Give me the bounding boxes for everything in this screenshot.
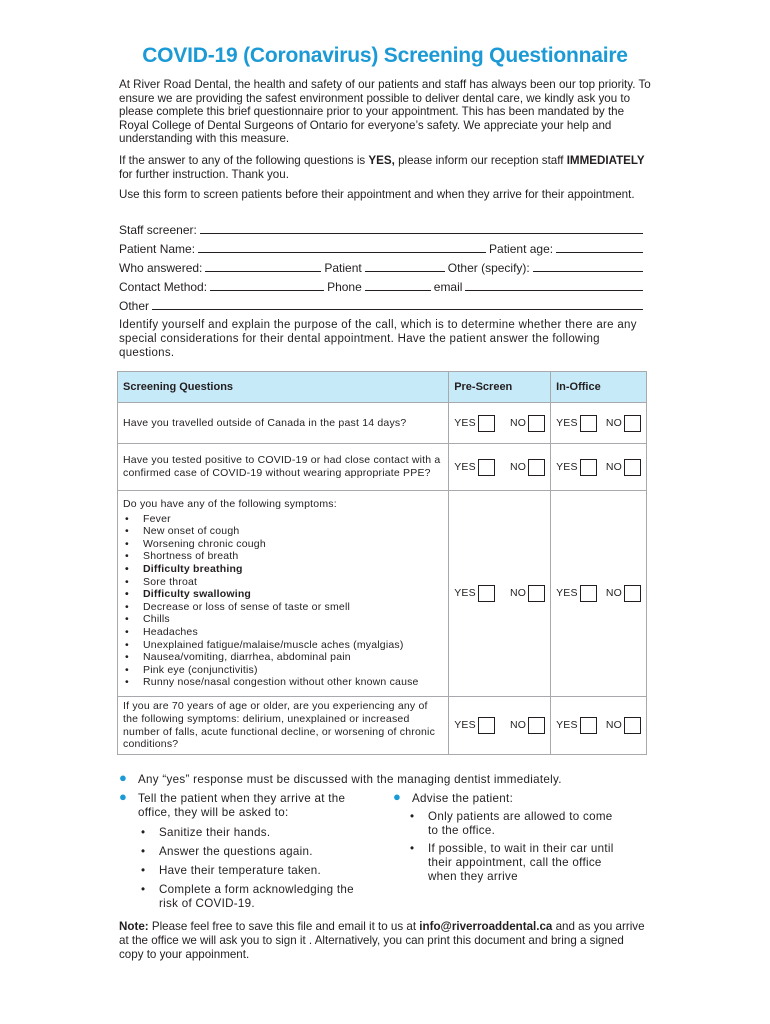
in-office-cell xyxy=(551,444,647,491)
staff-screener-field[interactable] xyxy=(200,222,643,234)
advise-item-text: Only patients are allowed to come to the office. xyxy=(428,810,613,837)
intro-paragraph: At River Road Dental, the health and safety of our patients and staff has always been our top priority. To ensure we are providing the safest environment possible to deliver dental care, we kindly ask you to please complete this brief questionnaire prior to your appointment. This has been mandated by the Royal College of Dental Surgeons of Ontario for everyone’s safety. We appreciate your help and understanding with this measure. xyxy=(119,78,651,146)
patient-name-row xyxy=(119,241,646,256)
patient-age-label: Patient age: xyxy=(489,242,554,256)
list-item: • Difficulty breathing xyxy=(123,563,443,576)
no-label: NO xyxy=(605,719,622,732)
use-form-paragraph: Use this form to screen patients before their appointment and when they arrive for their appointment. xyxy=(119,188,635,201)
patient-option-field[interactable] xyxy=(365,260,445,272)
any-yes-bullet xyxy=(119,770,658,787)
yes-label: YES xyxy=(454,460,476,473)
staff-screener-label: Staff screener: xyxy=(119,223,197,237)
symptoms-list xyxy=(123,513,443,689)
note-text-end: and as you arrive at the office we will ask you to sign it . Alternatively, you can print this document and bring a signed copy to your appoinment. xyxy=(119,920,645,961)
other-specify-label: Other (specify): xyxy=(447,261,530,275)
list-item: • New onset of cough xyxy=(123,525,443,538)
bullet-icon: ● xyxy=(119,770,128,785)
no-checkbox[interactable] xyxy=(528,415,545,432)
contact-method-label: Contact Method: xyxy=(119,280,208,294)
header-pre-screen: Pre-Screen xyxy=(449,372,551,403)
no-label: NO xyxy=(509,719,527,732)
yes-instruction-paragraph xyxy=(119,154,653,181)
no-checkbox[interactable] xyxy=(528,717,545,734)
no-label: NO xyxy=(509,460,527,473)
list-item: • Chills xyxy=(123,613,443,626)
asked-to-text: Complete a form acknowledging the risk of COVID-19. xyxy=(159,883,354,910)
table-header-row xyxy=(118,372,647,403)
in-office-cell xyxy=(551,697,647,755)
list-item: • Runny nose/nasal congestion without other known cause xyxy=(123,676,443,689)
email-link[interactable]: info@riverroaddental.ca xyxy=(419,920,553,933)
no-label: NO xyxy=(605,460,622,473)
patient-age-field[interactable] xyxy=(556,241,643,253)
note-text: Please feel free to save this file and email it to us at xyxy=(148,920,420,933)
list-item: • Pink eye (conjunctivitis) xyxy=(123,664,443,677)
yes-checkbox[interactable] xyxy=(580,585,597,602)
note-paragraph xyxy=(119,920,649,962)
advise-bullet xyxy=(393,789,642,806)
list-item: • Headaches xyxy=(123,626,443,639)
list-item: • Sore throat xyxy=(123,576,443,589)
pre-screen-cell xyxy=(449,403,551,444)
list-item: • Nausea/vomiting, diarrhea, abdominal pain xyxy=(123,651,443,664)
phone-label: Phone xyxy=(327,280,362,294)
table-row xyxy=(118,403,647,444)
bullet-icon: • xyxy=(141,883,146,896)
no-checkbox[interactable] xyxy=(624,459,641,476)
table-row xyxy=(118,444,647,491)
identify-paragraph: Identify yourself and explain the purpose of the call, which is to determine whether there are any special considerations for their dental appointment. Have the patient answer the following questions. xyxy=(119,319,637,359)
staff-screener-row xyxy=(119,222,646,237)
list-item xyxy=(141,845,359,859)
yes-note-text-end: for further instruction. Thank you. xyxy=(119,167,289,181)
no-checkbox[interactable] xyxy=(624,585,641,602)
yes-checkbox[interactable] xyxy=(580,459,597,476)
other-specify-field[interactable] xyxy=(533,260,643,272)
symptoms-intro: Do you have any of the following symptoms: xyxy=(123,498,337,511)
yes-checkbox[interactable] xyxy=(580,415,597,432)
table-row xyxy=(118,491,647,697)
bullet-icon: • xyxy=(410,810,415,823)
pre-screen-cell xyxy=(449,491,551,697)
question-age-70: If you are 70 years of age or older, are you experiencing any of the following symptoms: delirium, unexplained or increased number of falls, acute functional decline, or worsening of chronic conditions? xyxy=(118,697,449,755)
list-item: • Fever xyxy=(123,513,443,526)
other-row xyxy=(119,298,646,313)
no-checkbox[interactable] xyxy=(528,459,545,476)
yes-label: YES xyxy=(454,416,476,429)
table-row xyxy=(118,697,647,755)
list-item xyxy=(141,883,359,911)
asked-to-text: Sanitize their hands. xyxy=(159,826,271,839)
yes-checkbox[interactable] xyxy=(478,717,495,734)
pre-screen-cell xyxy=(449,697,551,755)
patient-name-field[interactable] xyxy=(198,241,486,253)
list-item: • Difficulty swallowing xyxy=(123,588,443,601)
other-label: Other xyxy=(119,299,150,313)
any-yes-text: Any “yes” response must be discussed with the managing dentist immediately. xyxy=(138,773,562,786)
no-checkbox[interactable] xyxy=(624,717,641,734)
yes-label: YES xyxy=(556,587,578,600)
yes-label: YES xyxy=(556,719,578,732)
list-item xyxy=(410,810,618,838)
who-answered-field[interactable] xyxy=(205,260,321,272)
list-item: • Decrease or loss of sense of taste or smell xyxy=(123,601,443,614)
yes-label: YES xyxy=(556,416,578,429)
yes-note-text-middle: please inform our reception staff xyxy=(394,154,567,167)
no-label: NO xyxy=(509,587,527,600)
question-tested-positive: Have you tested positive to COVID-19 or had close contact with a confirmed case of COVID-19 without wearing appropriate PPE? xyxy=(118,444,449,491)
no-label: NO xyxy=(605,416,622,429)
who-answered-label: Who answered: xyxy=(119,261,203,275)
bullet-icon: • xyxy=(141,826,146,839)
yes-emphasis: YES, xyxy=(368,154,395,167)
list-item: • Worsening chronic cough xyxy=(123,538,443,551)
page-title: COVID-19 (Coronavirus) Screening Questionnaire xyxy=(142,44,628,67)
immediately-emphasis: IMMEDIATELY xyxy=(566,154,645,167)
advise-text: Advise the patient: xyxy=(412,792,514,805)
bullet-icon: • xyxy=(141,845,146,858)
question-symptoms xyxy=(118,491,449,697)
question-travel: Have you travelled outside of Canada in the past 14 days? xyxy=(118,403,449,444)
in-office-cell xyxy=(551,491,647,697)
contact-method-row xyxy=(119,279,646,294)
tell-patient-bullet xyxy=(119,789,363,820)
no-label: NO xyxy=(605,587,622,600)
list-item: • Shortness of breath xyxy=(123,550,443,563)
email-field[interactable] xyxy=(465,279,643,291)
header-in-office: In-Office xyxy=(551,372,647,403)
patient-option-label: Patient xyxy=(324,261,362,275)
no-label: NO xyxy=(509,416,527,429)
list-item xyxy=(141,864,359,878)
list-item: • Unexplained fatigue/malaise/muscle aches (myalgias) xyxy=(123,639,443,652)
asked-to-text: Answer the questions again. xyxy=(159,845,313,858)
advise-item-text: If possible, to wait in their car until their appointment, call the office when they arrive xyxy=(428,842,614,883)
yes-label: YES xyxy=(454,587,476,600)
bullet-icon: ● xyxy=(393,789,402,804)
yes-label: YES xyxy=(454,719,476,732)
asked-to-text: Have their temperature taken. xyxy=(159,864,322,877)
contact-method-field[interactable] xyxy=(210,279,324,291)
yes-checkbox[interactable] xyxy=(478,415,495,432)
no-checkbox[interactable] xyxy=(624,415,641,432)
in-office-cell xyxy=(551,403,647,444)
patient-name-label: Patient Name: xyxy=(119,242,196,256)
bullet-icon: ● xyxy=(119,789,128,804)
yes-note-text: If the answer to any of the following questions is xyxy=(119,154,369,167)
phone-field[interactable] xyxy=(365,279,431,291)
bullet-icon: • xyxy=(141,864,146,877)
yes-checkbox[interactable] xyxy=(478,585,495,602)
header-screening-questions: Screening Questions xyxy=(118,372,449,403)
yes-label: YES xyxy=(556,460,578,473)
list-item xyxy=(410,842,623,884)
email-label: email xyxy=(433,280,463,294)
no-checkbox[interactable] xyxy=(528,585,545,602)
tell-patient-text: Tell the patient when they arrive at the office, they will be asked to: xyxy=(138,792,346,819)
pre-screen-cell xyxy=(449,444,551,491)
list-item xyxy=(141,826,359,840)
screening-table xyxy=(117,371,647,755)
yes-checkbox[interactable] xyxy=(478,459,495,476)
other-field[interactable] xyxy=(152,298,643,310)
who-answered-row xyxy=(119,260,646,275)
note-label: Note: xyxy=(119,920,149,933)
yes-checkbox[interactable] xyxy=(580,717,597,734)
bullet-icon: • xyxy=(410,842,415,855)
